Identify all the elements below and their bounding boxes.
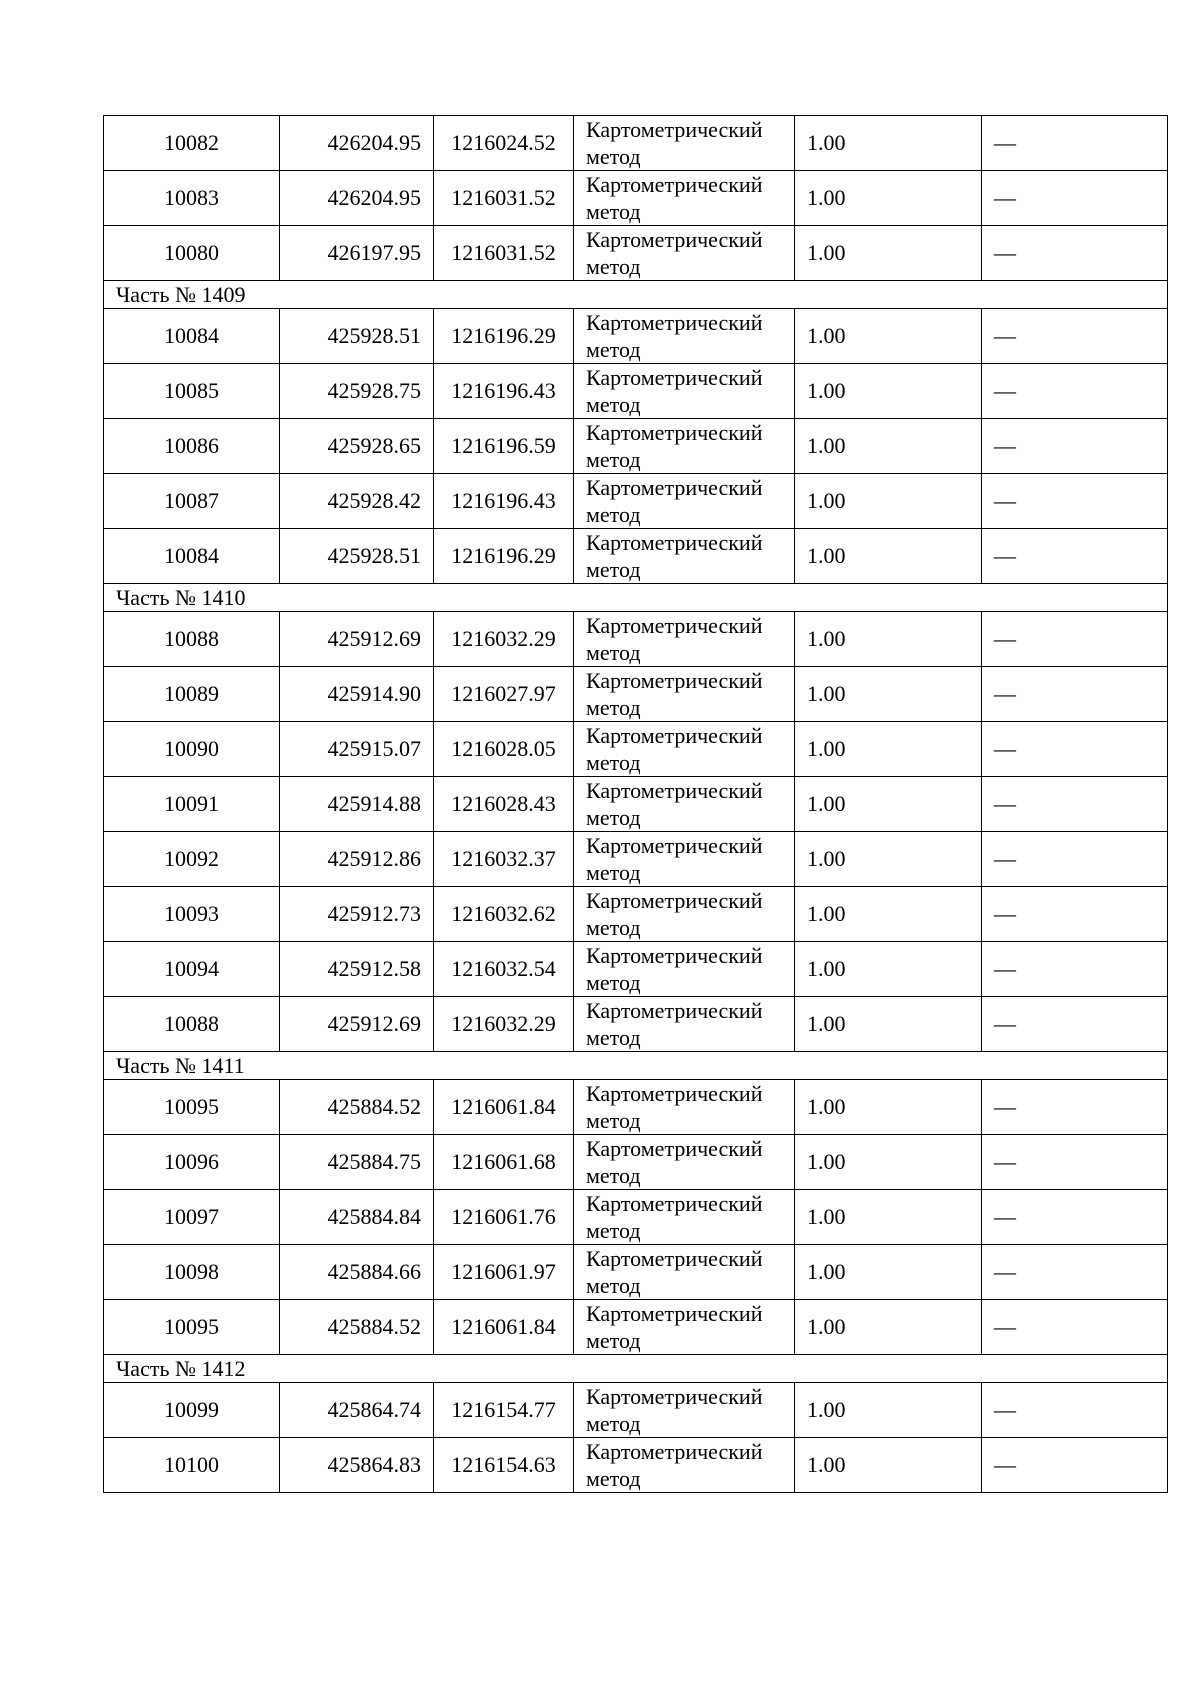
description-cell: — — [982, 419, 1168, 474]
point-number-cell: 10089 — [104, 667, 280, 722]
table-row — [104, 309, 1168, 364]
method-line-2: метод — [586, 392, 641, 417]
part-label: Часть № 1409 — [104, 281, 1168, 309]
description-cell: — — [982, 1245, 1168, 1300]
point-number-cell: 10095 — [104, 1300, 280, 1355]
description-cell: — — [982, 612, 1168, 667]
method-cell — [574, 309, 795, 364]
method-cell — [574, 667, 795, 722]
accuracy-cell: 1.00 — [795, 832, 982, 887]
method-line-1: Картометрический — [586, 998, 763, 1023]
y-coordinate-cell: 1216196.29 — [434, 309, 574, 364]
method-line-2: метод — [586, 1108, 641, 1133]
table-row — [104, 116, 1168, 171]
method-cell — [574, 612, 795, 667]
y-coordinate-cell: 1216061.84 — [434, 1300, 574, 1355]
y-coordinate-cell: 1216032.29 — [434, 997, 574, 1052]
method-line-1: Картометрический — [586, 1191, 763, 1216]
method-cell — [574, 1080, 795, 1135]
table-row — [104, 832, 1168, 887]
y-coordinate-cell: 1216196.43 — [434, 364, 574, 419]
method-line-2: метод — [586, 1328, 641, 1353]
method-line-1: Картометрический — [586, 530, 763, 555]
point-number-cell: 10096 — [104, 1135, 280, 1190]
point-number-cell: 10082 — [104, 116, 280, 171]
accuracy-cell: 1.00 — [795, 942, 982, 997]
description-cell: — — [982, 529, 1168, 584]
part-header-row — [104, 281, 1168, 309]
point-number-cell: 10100 — [104, 1438, 280, 1493]
point-number-cell: 10097 — [104, 1190, 280, 1245]
description-cell: — — [982, 942, 1168, 997]
accuracy-cell: 1.00 — [795, 667, 982, 722]
method-line-2: метод — [586, 254, 641, 279]
table-row — [104, 1080, 1168, 1135]
method-line-1: Картометрический — [586, 1301, 763, 1326]
method-line-2: метод — [586, 805, 641, 830]
point-number-cell: 10084 — [104, 529, 280, 584]
method-cell — [574, 832, 795, 887]
x-coordinate-cell: 425884.52 — [280, 1300, 434, 1355]
table-row — [104, 1245, 1168, 1300]
method-cell — [574, 997, 795, 1052]
method-cell — [574, 777, 795, 832]
x-coordinate-cell: 425928.65 — [280, 419, 434, 474]
method-cell — [574, 171, 795, 226]
point-number-cell: 10092 — [104, 832, 280, 887]
description-cell: — — [982, 667, 1168, 722]
point-number-cell: 10087 — [104, 474, 280, 529]
description-cell: — — [982, 887, 1168, 942]
y-coordinate-cell: 1216154.63 — [434, 1438, 574, 1493]
method-line-2: метод — [586, 199, 641, 224]
y-coordinate-cell: 1216061.68 — [434, 1135, 574, 1190]
description-cell: — — [982, 1135, 1168, 1190]
x-coordinate-cell: 425912.69 — [280, 612, 434, 667]
description-cell: — — [982, 777, 1168, 832]
table-row — [104, 226, 1168, 281]
accuracy-cell: 1.00 — [795, 309, 982, 364]
coordinates-table — [103, 115, 1168, 1493]
method-cell — [574, 474, 795, 529]
y-coordinate-cell: 1216032.62 — [434, 887, 574, 942]
description-cell: — — [982, 309, 1168, 364]
description-cell: — — [982, 474, 1168, 529]
method-line-2: метод — [586, 502, 641, 527]
table-row — [104, 777, 1168, 832]
point-number-cell: 10085 — [104, 364, 280, 419]
method-line-2: метод — [586, 447, 641, 472]
method-cell — [574, 1300, 795, 1355]
y-coordinate-cell: 1216032.37 — [434, 832, 574, 887]
table-row — [104, 612, 1168, 667]
point-number-cell: 10095 — [104, 1080, 280, 1135]
x-coordinate-cell: 425864.74 — [280, 1383, 434, 1438]
table-row — [104, 997, 1168, 1052]
table-row — [104, 171, 1168, 226]
method-line-1: Картометрический — [586, 668, 763, 693]
method-cell — [574, 226, 795, 281]
accuracy-cell: 1.00 — [795, 1135, 982, 1190]
y-coordinate-cell: 1216027.97 — [434, 667, 574, 722]
point-number-cell: 10099 — [104, 1383, 280, 1438]
method-cell — [574, 364, 795, 419]
point-number-cell: 10094 — [104, 942, 280, 997]
x-coordinate-cell: 426204.95 — [280, 171, 434, 226]
accuracy-cell: 1.00 — [795, 226, 982, 281]
accuracy-cell: 1.00 — [795, 1190, 982, 1245]
accuracy-cell: 1.00 — [795, 612, 982, 667]
accuracy-cell: 1.00 — [795, 1300, 982, 1355]
method-line-1: Картометрический — [586, 172, 763, 197]
y-coordinate-cell: 1216031.52 — [434, 226, 574, 281]
table-row — [104, 419, 1168, 474]
method-line-2: метод — [586, 1466, 641, 1491]
x-coordinate-cell: 425914.90 — [280, 667, 434, 722]
method-line-2: метод — [586, 750, 641, 775]
x-coordinate-cell: 425912.86 — [280, 832, 434, 887]
accuracy-cell: 1.00 — [795, 1383, 982, 1438]
table-row — [104, 667, 1168, 722]
method-line-2: метод — [586, 557, 641, 582]
x-coordinate-cell: 425884.84 — [280, 1190, 434, 1245]
point-number-cell: 10084 — [104, 309, 280, 364]
accuracy-cell: 1.00 — [795, 1080, 982, 1135]
y-coordinate-cell: 1216061.84 — [434, 1080, 574, 1135]
description-cell: — — [982, 997, 1168, 1052]
accuracy-cell: 1.00 — [795, 171, 982, 226]
point-number-cell: 10086 — [104, 419, 280, 474]
table-row — [104, 1383, 1168, 1438]
accuracy-cell: 1.00 — [795, 887, 982, 942]
table-row — [104, 1438, 1168, 1493]
description-cell: — — [982, 722, 1168, 777]
method-line-1: Картометрический — [586, 723, 763, 748]
x-coordinate-cell: 425884.52 — [280, 1080, 434, 1135]
y-coordinate-cell: 1216024.52 — [434, 116, 574, 171]
method-line-2: метод — [586, 1218, 641, 1243]
point-number-cell: 10091 — [104, 777, 280, 832]
method-line-1: Картометрический — [586, 117, 763, 142]
description-cell: — — [982, 1438, 1168, 1493]
part-header-row — [104, 1052, 1168, 1080]
description-cell: — — [982, 364, 1168, 419]
x-coordinate-cell: 426204.95 — [280, 116, 434, 171]
method-line-2: метод — [586, 915, 641, 940]
x-coordinate-cell: 425912.73 — [280, 887, 434, 942]
method-line-2: метод — [586, 695, 641, 720]
point-number-cell: 10088 — [104, 612, 280, 667]
method-line-1: Картометрический — [586, 420, 763, 445]
method-line-1: Картометрический — [586, 1081, 763, 1106]
method-line-2: метод — [586, 640, 641, 665]
x-coordinate-cell: 425864.83 — [280, 1438, 434, 1493]
method-cell — [574, 1190, 795, 1245]
accuracy-cell: 1.00 — [795, 997, 982, 1052]
accuracy-cell: 1.00 — [795, 474, 982, 529]
table-row — [104, 887, 1168, 942]
x-coordinate-cell: 425915.07 — [280, 722, 434, 777]
coordinates-table-body — [104, 116, 1168, 1493]
accuracy-cell: 1.00 — [795, 722, 982, 777]
method-line-1: Картометрический — [586, 1246, 763, 1271]
method-cell — [574, 1135, 795, 1190]
x-coordinate-cell: 425928.51 — [280, 309, 434, 364]
x-coordinate-cell: 426197.95 — [280, 226, 434, 281]
method-line-1: Картометрический — [586, 943, 763, 968]
part-header-row — [104, 1355, 1168, 1383]
accuracy-cell: 1.00 — [795, 529, 982, 584]
method-line-2: метод — [586, 860, 641, 885]
y-coordinate-cell: 1216061.76 — [434, 1190, 574, 1245]
description-cell: — — [982, 171, 1168, 226]
y-coordinate-cell: 1216032.29 — [434, 612, 574, 667]
description-cell: — — [982, 1383, 1168, 1438]
method-cell — [574, 419, 795, 474]
y-coordinate-cell: 1216196.29 — [434, 529, 574, 584]
method-line-1: Картометрический — [586, 1384, 763, 1409]
y-coordinate-cell: 1216028.05 — [434, 722, 574, 777]
method-line-1: Картометрический — [586, 310, 763, 335]
method-line-1: Картометрический — [586, 1136, 763, 1161]
part-label: Часть № 1412 — [104, 1355, 1168, 1383]
method-line-1: Картометрический — [586, 778, 763, 803]
method-cell — [574, 722, 795, 777]
method-line-1: Картометрический — [586, 227, 763, 252]
point-number-cell: 10098 — [104, 1245, 280, 1300]
table-row — [104, 364, 1168, 419]
point-number-cell: 10090 — [104, 722, 280, 777]
x-coordinate-cell: 425928.51 — [280, 529, 434, 584]
x-coordinate-cell: 425928.42 — [280, 474, 434, 529]
method-line-2: метод — [586, 337, 641, 362]
method-line-1: Картометрический — [586, 1439, 763, 1464]
y-coordinate-cell: 1216031.52 — [434, 171, 574, 226]
accuracy-cell: 1.00 — [795, 116, 982, 171]
table-row — [104, 474, 1168, 529]
y-coordinate-cell: 1216028.43 — [434, 777, 574, 832]
method-line-1: Картометрический — [586, 475, 763, 500]
method-line-1: Картометрический — [586, 613, 763, 638]
method-line-1: Картометрический — [586, 833, 763, 858]
x-coordinate-cell: 425912.69 — [280, 997, 434, 1052]
method-line-2: метод — [586, 1025, 641, 1050]
accuracy-cell: 1.00 — [795, 419, 982, 474]
table-row — [104, 529, 1168, 584]
accuracy-cell: 1.00 — [795, 1438, 982, 1493]
method-cell — [574, 1383, 795, 1438]
description-cell: — — [982, 1190, 1168, 1245]
point-number-cell: 10080 — [104, 226, 280, 281]
y-coordinate-cell: 1216196.43 — [434, 474, 574, 529]
table-row — [104, 1135, 1168, 1190]
accuracy-cell: 1.00 — [795, 1245, 982, 1300]
part-label: Часть № 1411 — [104, 1052, 1168, 1080]
description-cell: — — [982, 832, 1168, 887]
x-coordinate-cell: 425884.66 — [280, 1245, 434, 1300]
accuracy-cell: 1.00 — [795, 777, 982, 832]
accuracy-cell: 1.00 — [795, 364, 982, 419]
y-coordinate-cell: 1216032.54 — [434, 942, 574, 997]
point-number-cell: 10083 — [104, 171, 280, 226]
method-cell — [574, 1438, 795, 1493]
description-cell: — — [982, 1080, 1168, 1135]
method-line-2: метод — [586, 144, 641, 169]
table-row — [104, 722, 1168, 777]
point-number-cell: 10088 — [104, 997, 280, 1052]
x-coordinate-cell: 425928.75 — [280, 364, 434, 419]
method-cell — [574, 116, 795, 171]
description-cell: — — [982, 116, 1168, 171]
y-coordinate-cell: 1216196.59 — [434, 419, 574, 474]
method-cell — [574, 887, 795, 942]
method-cell — [574, 529, 795, 584]
y-coordinate-cell: 1216061.97 — [434, 1245, 574, 1300]
method-line-2: метод — [586, 1411, 641, 1436]
method-cell — [574, 1245, 795, 1300]
method-line-1: Картометрический — [586, 365, 763, 390]
x-coordinate-cell: 425884.75 — [280, 1135, 434, 1190]
table-row — [104, 942, 1168, 997]
method-line-1: Картометрический — [586, 888, 763, 913]
description-cell: — — [982, 226, 1168, 281]
point-number-cell: 10093 — [104, 887, 280, 942]
method-line-2: метод — [586, 970, 641, 995]
y-coordinate-cell: 1216154.77 — [434, 1383, 574, 1438]
method-line-2: метод — [586, 1163, 641, 1188]
method-cell — [574, 942, 795, 997]
table-row — [104, 1300, 1168, 1355]
table-row — [104, 1190, 1168, 1245]
x-coordinate-cell: 425912.58 — [280, 942, 434, 997]
x-coordinate-cell: 425914.88 — [280, 777, 434, 832]
part-header-row — [104, 584, 1168, 612]
part-label: Часть № 1410 — [104, 584, 1168, 612]
description-cell: — — [982, 1300, 1168, 1355]
method-line-2: метод — [586, 1273, 641, 1298]
